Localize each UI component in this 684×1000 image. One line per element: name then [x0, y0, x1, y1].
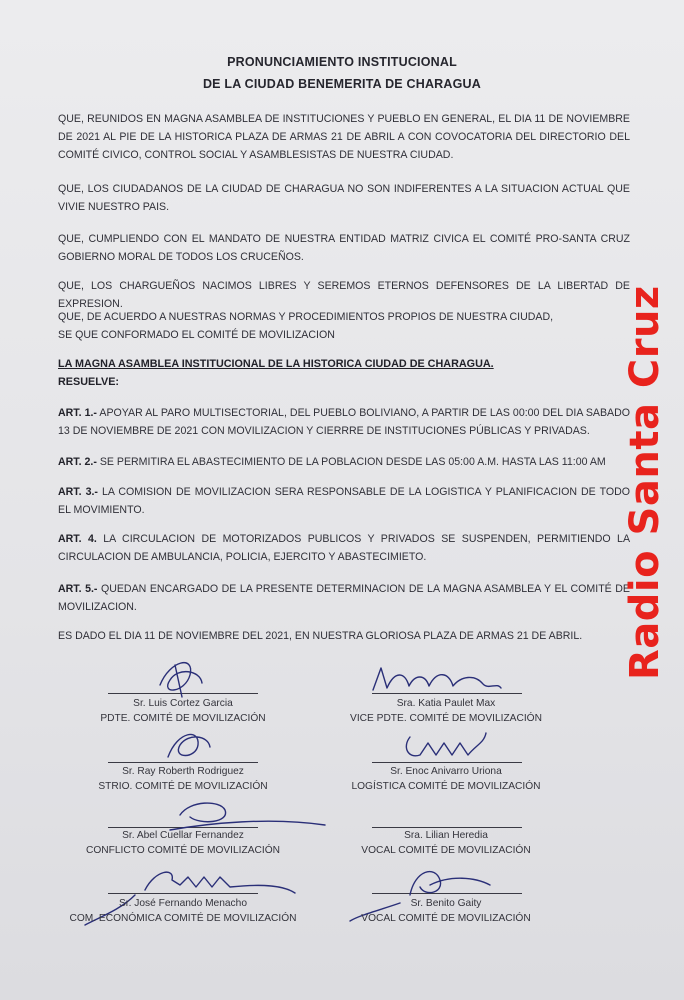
resolution-heading: LA MAGNA ASAMBLEA INSTITUCIONAL DE LA HISTORICA CIUDAD DE CHARAGUA.: [58, 358, 494, 370]
signatory-role: CONFLICTO COMITÉ DE MOVILIZACIÓN: [86, 845, 280, 856]
signatory-name: Sr. Benito Gaity: [410, 898, 482, 909]
closing-statement: ES DADO EL DIA 11 DE NOVIEMBRE DEL 2021, EN NUESTRA GLORIOSA PLAZA DE ARMAS 21 DE ABRIL.: [58, 630, 583, 642]
signatory-block: [68, 828, 298, 858]
signatory-block: [68, 896, 298, 926]
signatory-name: Sr. José Fernando Menacho: [119, 898, 247, 909]
article-label: ART. 2.-: [58, 456, 97, 468]
signatory-name: Sra. Katia Paulet Max: [396, 698, 496, 709]
handwritten-signature: [158, 725, 218, 765]
signatory-name: Sr. Abel Cuellar Fernandez: [122, 830, 244, 841]
article-text: LA CIRCULACION DE MOTORIZADOS PUBLICOS Y PRIVADOS SE SUSPENDEN, PERMITIENDO LA CIRCULACION DE AMBULANCIA, POLICIA, EJERCITO Y ABASTECIMIETO.: [58, 533, 631, 563]
article-text: APOYAR AL PARO MULTISECTORIAL, DEL PUEBLO BOLIVIANO, A PARTIR DE LAS 00:00 DEL DIA SABADO 13 DE NOVIEMBRE DE 2021 CON MOVILIZACION Y CIERRRE DE INSTITUCIONES PÚBLICAS Y PRIVADAS.: [58, 407, 630, 437]
signatory-block: [331, 764, 561, 794]
resuelve-label: RESUELVE:: [58, 376, 119, 388]
radio-santa-cruz-watermark: Radio Santa Cruz: [622, 285, 668, 680]
consideration-paragraph: QUE, DE ACUERDO A NUESTRAS NORMAS Y PROCEDIMIENTOS PROPIOS DE NUESTRA CIUDAD,: [58, 311, 554, 323]
signatory-block: [331, 896, 561, 926]
signatory-role: VICE PDTE. COMITÉ DE MOVILIZACIÓN: [350, 713, 542, 724]
signatory-role: STRIO. COMITÉ DE MOVILIZACIÓN: [98, 781, 268, 792]
article-4: [58, 530, 630, 566]
signatory-name: Sr. Luis Cortez Garcia: [133, 698, 233, 709]
consideration-paragraph: QUE, CUMPLIENDO CON EL MANDATO DE NUESTRA ENTIDAD MATRIZ CIVICA EL COMITÉ PRO-SANTA CRUZ GOBIERNO MORAL DE TODOS LOS CRUCEÑOS.: [58, 233, 630, 263]
signatory-role: LOGÍSTICA COMITÉ DE MOVILIZACIÓN: [351, 781, 541, 792]
signatory-role: COM. ECONÓMICA COMITÉ DE MOVILIZACIÓN: [69, 913, 297, 924]
article-text: QUEDAN ENCARGADO DE LA PRESENTE DETERMINACION DE LA MAGNA ASAMBLEA Y EL COMITÉ DE MOVILIZACION.: [58, 583, 630, 613]
signatory-block: [331, 828, 561, 858]
article-3: [58, 483, 630, 519]
document-title-line-2: DE LA CIUDAD BENEMERITA DE CHARAGUA: [202, 77, 482, 91]
signatory-name: Sr. Ray Roberth Rodriguez: [122, 766, 244, 777]
article-1: [58, 404, 630, 440]
signatory-block: [331, 696, 561, 726]
consideration-paragraph: QUE, REUNIDOS EN MAGNA ASAMBLEA DE INSTITUCIONES Y PUEBLO EN GENERAL, EL DIA 11 DE NOVIEMBRE DE 2021 AL PIE DE LA HISTORICA PLAZA DE ARMAS 21 DE ABRIL A CON COVOCATORIA DEL DIRECTORIO DEL COMITÉ CIVICO, CONTROL SOCIAL Y ASAMBLESISTAS DE NUESTRA CIUDAD.: [58, 113, 630, 161]
consideration-paragraph: SE QUE CONFORMADO EL COMITÉ DE MOVILIZACION: [58, 329, 335, 341]
article-label: ART. 5.-: [58, 583, 98, 595]
article-label: ART. 1.-: [58, 407, 97, 419]
handwritten-signature: [140, 655, 220, 700]
signatory-name: Sra. Lilian Heredia: [404, 830, 488, 841]
document-title-line-1: PRONUNCIAMIENTO INSTITUCIONAL: [227, 55, 457, 69]
signatory-role: PDTE. COMITÉ DE MOVILIZACIÓN: [100, 713, 266, 724]
consideration-paragraph: QUE, LOS CIUDADANOS DE LA CIUDAD DE CHARAGUA NO SON INDIFERENTES A LA SITUACION ACTUAL QUE VIVIE NUESTRO PAIS.: [58, 183, 630, 213]
signatory-name: Sr. Enoc Anivarro Uriona: [390, 766, 502, 777]
handwritten-signature: [400, 725, 490, 765]
article-label: ART. 3.-: [58, 486, 98, 498]
signatory-role: VOCAL COMITÉ DE MOVILIZACIÓN: [361, 845, 531, 856]
signatory-role: VOCAL COMITÉ DE MOVILIZACIÓN: [361, 913, 531, 924]
consideration-paragraph: QUE, LOS CHARGUEÑOS NACIMOS LIBRES Y SEREMOS ETERNOS DEFENSORES DE LA LIBERTAD DE EXPRESION.: [58, 280, 630, 310]
article-2: [58, 453, 630, 471]
signatory-block: [68, 764, 298, 794]
handwritten-signature: [365, 660, 505, 700]
article-text: LA COMISION DE MOVILIZACION SERA RESPONSABLE DE LA LOGISTICA Y PLANIFICACION DE TODO EL MOVIMIENTO.: [58, 486, 630, 516]
article-label: ART. 4.: [58, 533, 97, 545]
signatory-block: [68, 696, 298, 726]
article-text: SE PERMITIRA EL ABASTECIMIENTO DE LA POBLACION DESDE LAS 05:00 A.M. HASTA LAS 11:00 AM: [99, 456, 606, 468]
article-5: [58, 580, 630, 616]
